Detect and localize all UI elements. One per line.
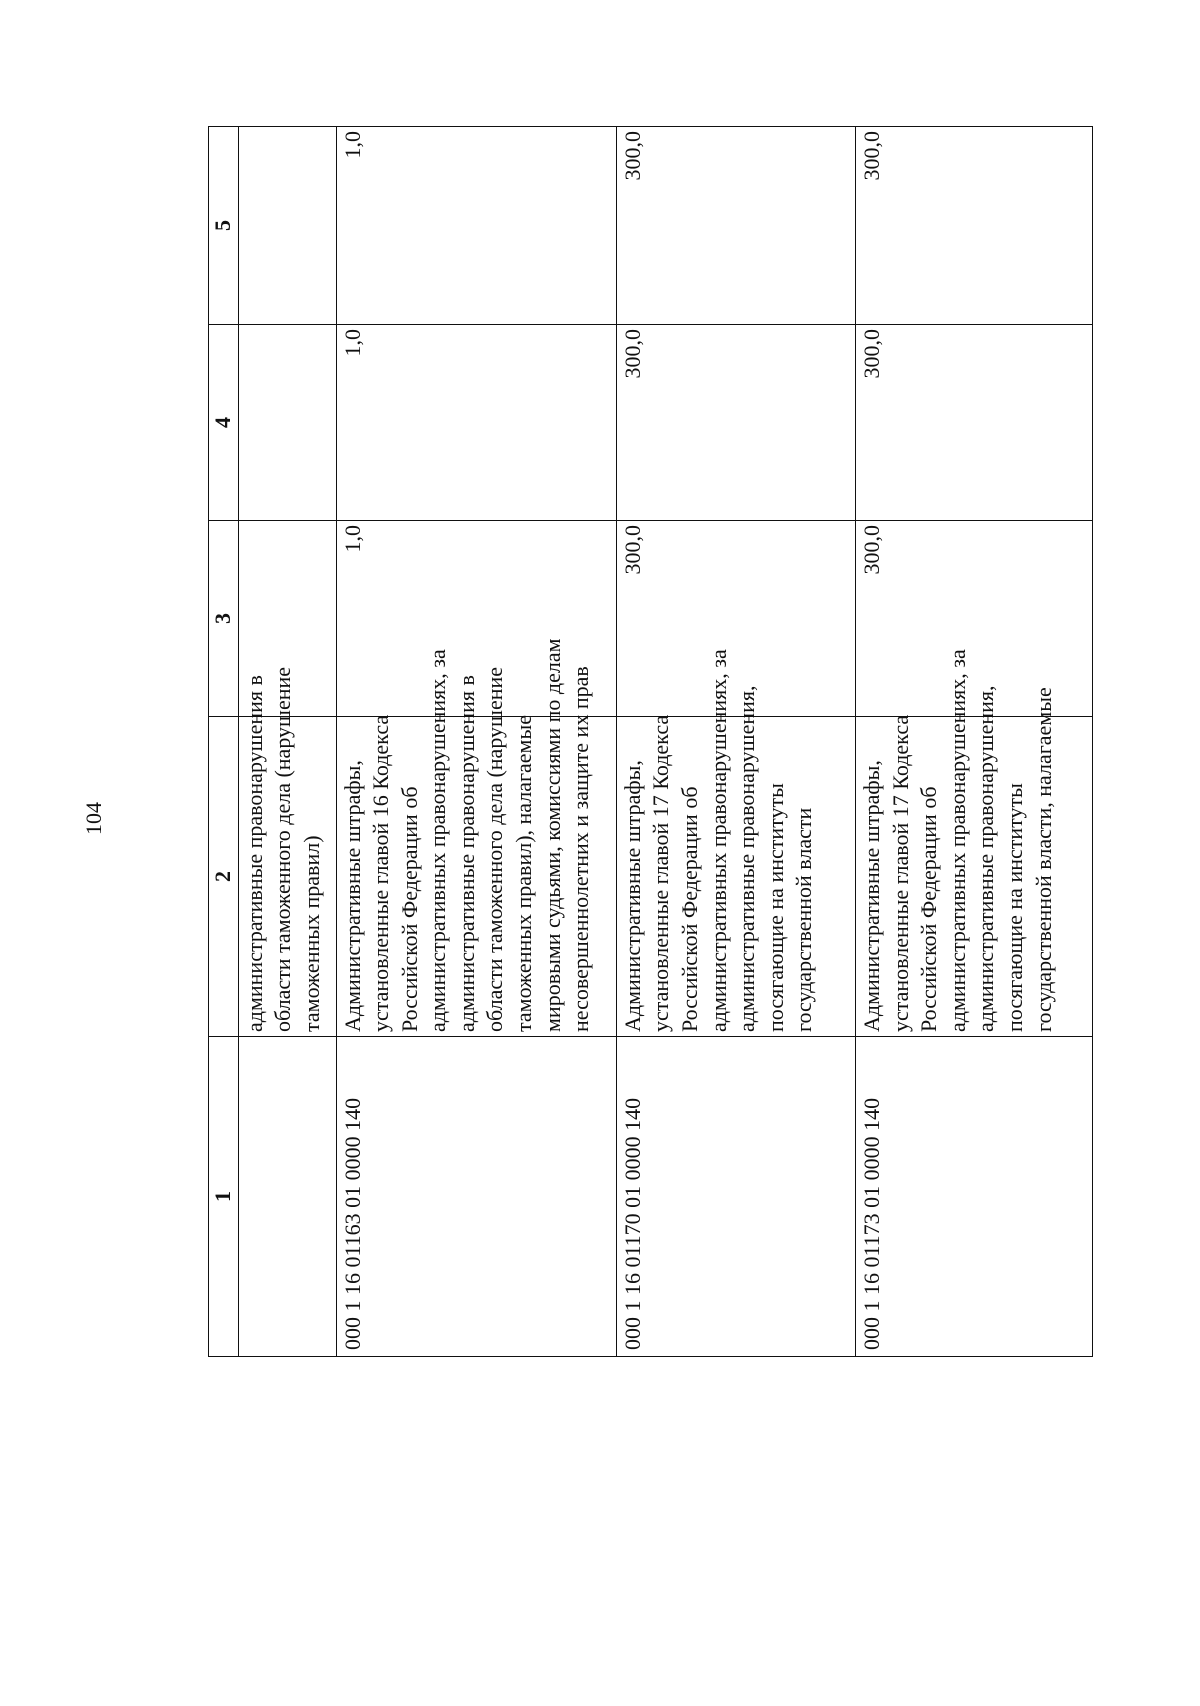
header-col-1: 1 (209, 1037, 239, 1357)
description-cell (855, 649, 1092, 1037)
description-line: административных правонарушениях, за (944, 649, 970, 1032)
description-line: таможенных правил) (298, 835, 324, 1032)
description-line: посягающие на институты (762, 783, 788, 1032)
description-line: установленные главой 17 Кодекса (648, 714, 674, 1032)
value-col-4 (238, 325, 336, 521)
header-row (209, 127, 239, 1357)
value-col-5: 300,0 (616, 127, 855, 325)
description-line: административные правонарушения в (241, 675, 267, 1032)
value-col-5: 300,0 (855, 127, 1092, 325)
description-line: несовершеннолетних и защите их прав (568, 666, 594, 1032)
budget-code-cell: 000 1 16 01170 01 0000 140 (616, 1037, 855, 1357)
budget-code-cell: 000 1 16 01173 01 0000 140 (855, 1037, 1092, 1357)
page-number: 104 (81, 802, 106, 835)
description-line: области таможенного дела (нарушение (482, 666, 508, 1032)
description-line: Российской Федерации об (677, 786, 703, 1032)
description-line: административные правонарушения, (734, 685, 760, 1032)
budget-code-cell (238, 1037, 336, 1357)
description-line: Административные штрафы, (858, 760, 884, 1032)
header-col-4: 4 (209, 325, 239, 521)
description-line: Административные штрафы, (339, 760, 365, 1032)
description-cell (238, 666, 336, 1037)
description-line: области таможенного дела (нарушение (270, 666, 296, 1032)
value-col-4: 300,0 (616, 325, 855, 521)
value-col-3: 300,0 (855, 521, 1092, 717)
header-col-3: 3 (209, 521, 239, 717)
description-line: государственной власти, налагаемые (1030, 687, 1056, 1032)
description-line: административные правонарушения, (973, 685, 999, 1032)
description-line: Российской Федерации об (916, 786, 942, 1032)
description-line: установленные главой 17 Кодекса (887, 714, 913, 1032)
description-line: Административные штрафы, (619, 760, 645, 1032)
description-line: установленные главой 16 Кодекса (368, 714, 394, 1032)
budget-code-cell: 000 1 16 01163 01 0000 140 (336, 1037, 616, 1357)
description-line: административных правонарушениях, за (705, 649, 731, 1032)
description-line: административных правонарушениях, за (425, 649, 451, 1032)
description-line: государственной власти (791, 807, 817, 1032)
description-cell (616, 649, 855, 1037)
value-col-4: 300,0 (855, 325, 1092, 521)
description-line: мировыми судьями, комиссиями по делам (539, 638, 565, 1032)
table-row (336, 127, 616, 1357)
value-col-4: 1,0 (336, 325, 616, 521)
value-col-3: 300,0 (616, 521, 855, 717)
table-row (855, 127, 1092, 1357)
description-line: административные правонарушения в (453, 675, 479, 1032)
description-cell (336, 638, 616, 1037)
value-col-5 (238, 127, 336, 325)
value-col-5: 1,0 (336, 127, 616, 325)
header-col-2: 2 (209, 717, 239, 1037)
value-col-3: 1,0 (336, 521, 616, 717)
table-row (616, 127, 855, 1357)
revenue-table-rotated (208, 127, 1093, 1357)
description-line: посягающие на институты (1001, 783, 1027, 1032)
header-col-5: 5 (209, 127, 239, 325)
revenue-table (208, 126, 1093, 1357)
description-line: таможенных правил), налагаемые (511, 714, 537, 1032)
description-line: Российской Федерации об (396, 786, 422, 1032)
table-row (238, 127, 336, 1357)
